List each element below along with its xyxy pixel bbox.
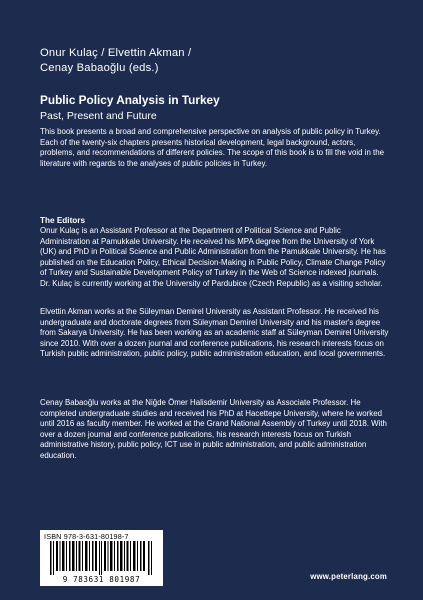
book-title: Public Policy Analysis in Turkey — [40, 93, 220, 107]
editor-bio-akman: Elvettin Akman works at the Süleyman Demirel University as Assistant Professor. He received his undergraduate and doctorate degrees from Süleyman Demirel University and his master's degree from Sakarya University. He has been working as an academic staff at Süleyman Demirel University since 2010. With over a dozen journal and conference publications, his research interests focus on Turkish public administration, public policy, public administration education, and local governments. — [40, 307, 389, 359]
barcode-number: 9 783631 801987 — [62, 575, 141, 584]
barcode-icon — [50, 541, 154, 575]
book-description: This book presents a broad and comprehensive perspective on analysis of public policy in Turkey. Each of the twenty-six chapters presents historical development, legal background, actors, problems, and recommendations of different policies. The scope of this book is to fill the void in the literature with regards to the analyses of public policies in Turkey. — [40, 127, 385, 168]
book-subtitle: Past, Present and Future — [40, 110, 157, 122]
authors-line-2: Cenay Babaoğlu (eds.) — [40, 62, 159, 74]
isbn-text: ISBN 978-3-631-80198-7 — [44, 532, 129, 541]
editors-heading: The Editors — [40, 216, 86, 225]
editor-bio-babaoglu: Cenay Babaoğlu works at the Niğde Ömer Halisdemir University as Associate Professor. He completed undergraduate studies and received his PhD at Hacettepe University, where he worked until 2016 as faculty member. He worked at the Grand National Assembly of Turkey until 2018. With over a dozen journal and conference publications, his research interests focus on Turkish administrative history, public policy, ICT use in public administration, and public administration education. — [40, 398, 387, 460]
editor-bio-kulac: Onur Kulaç is an Assistant Professor at the Department of Political Science and Public Administration at Pamukkale University. He received his MPA degree from the University of York (UK) and PhD in Political Science and Public Administration from the Pamukkale University. He has published on the Education Policy, Ethical Decision-Making in Public Policy, Climate Change Policy of Turkey and Sustainable Development Policy of Turkey in the Web of Science indexed journals. Dr. Kulaç is currently working at the University of Pardubice (Czech Republic) as a visiting scholar. — [40, 226, 386, 288]
authors-line-1: Onur Kulaç / Elvettin Akman / — [40, 47, 192, 59]
barcode-label — [40, 530, 163, 586]
publisher-website: www.peterlang.com — [310, 572, 387, 581]
editors-names — [40, 46, 191, 76]
